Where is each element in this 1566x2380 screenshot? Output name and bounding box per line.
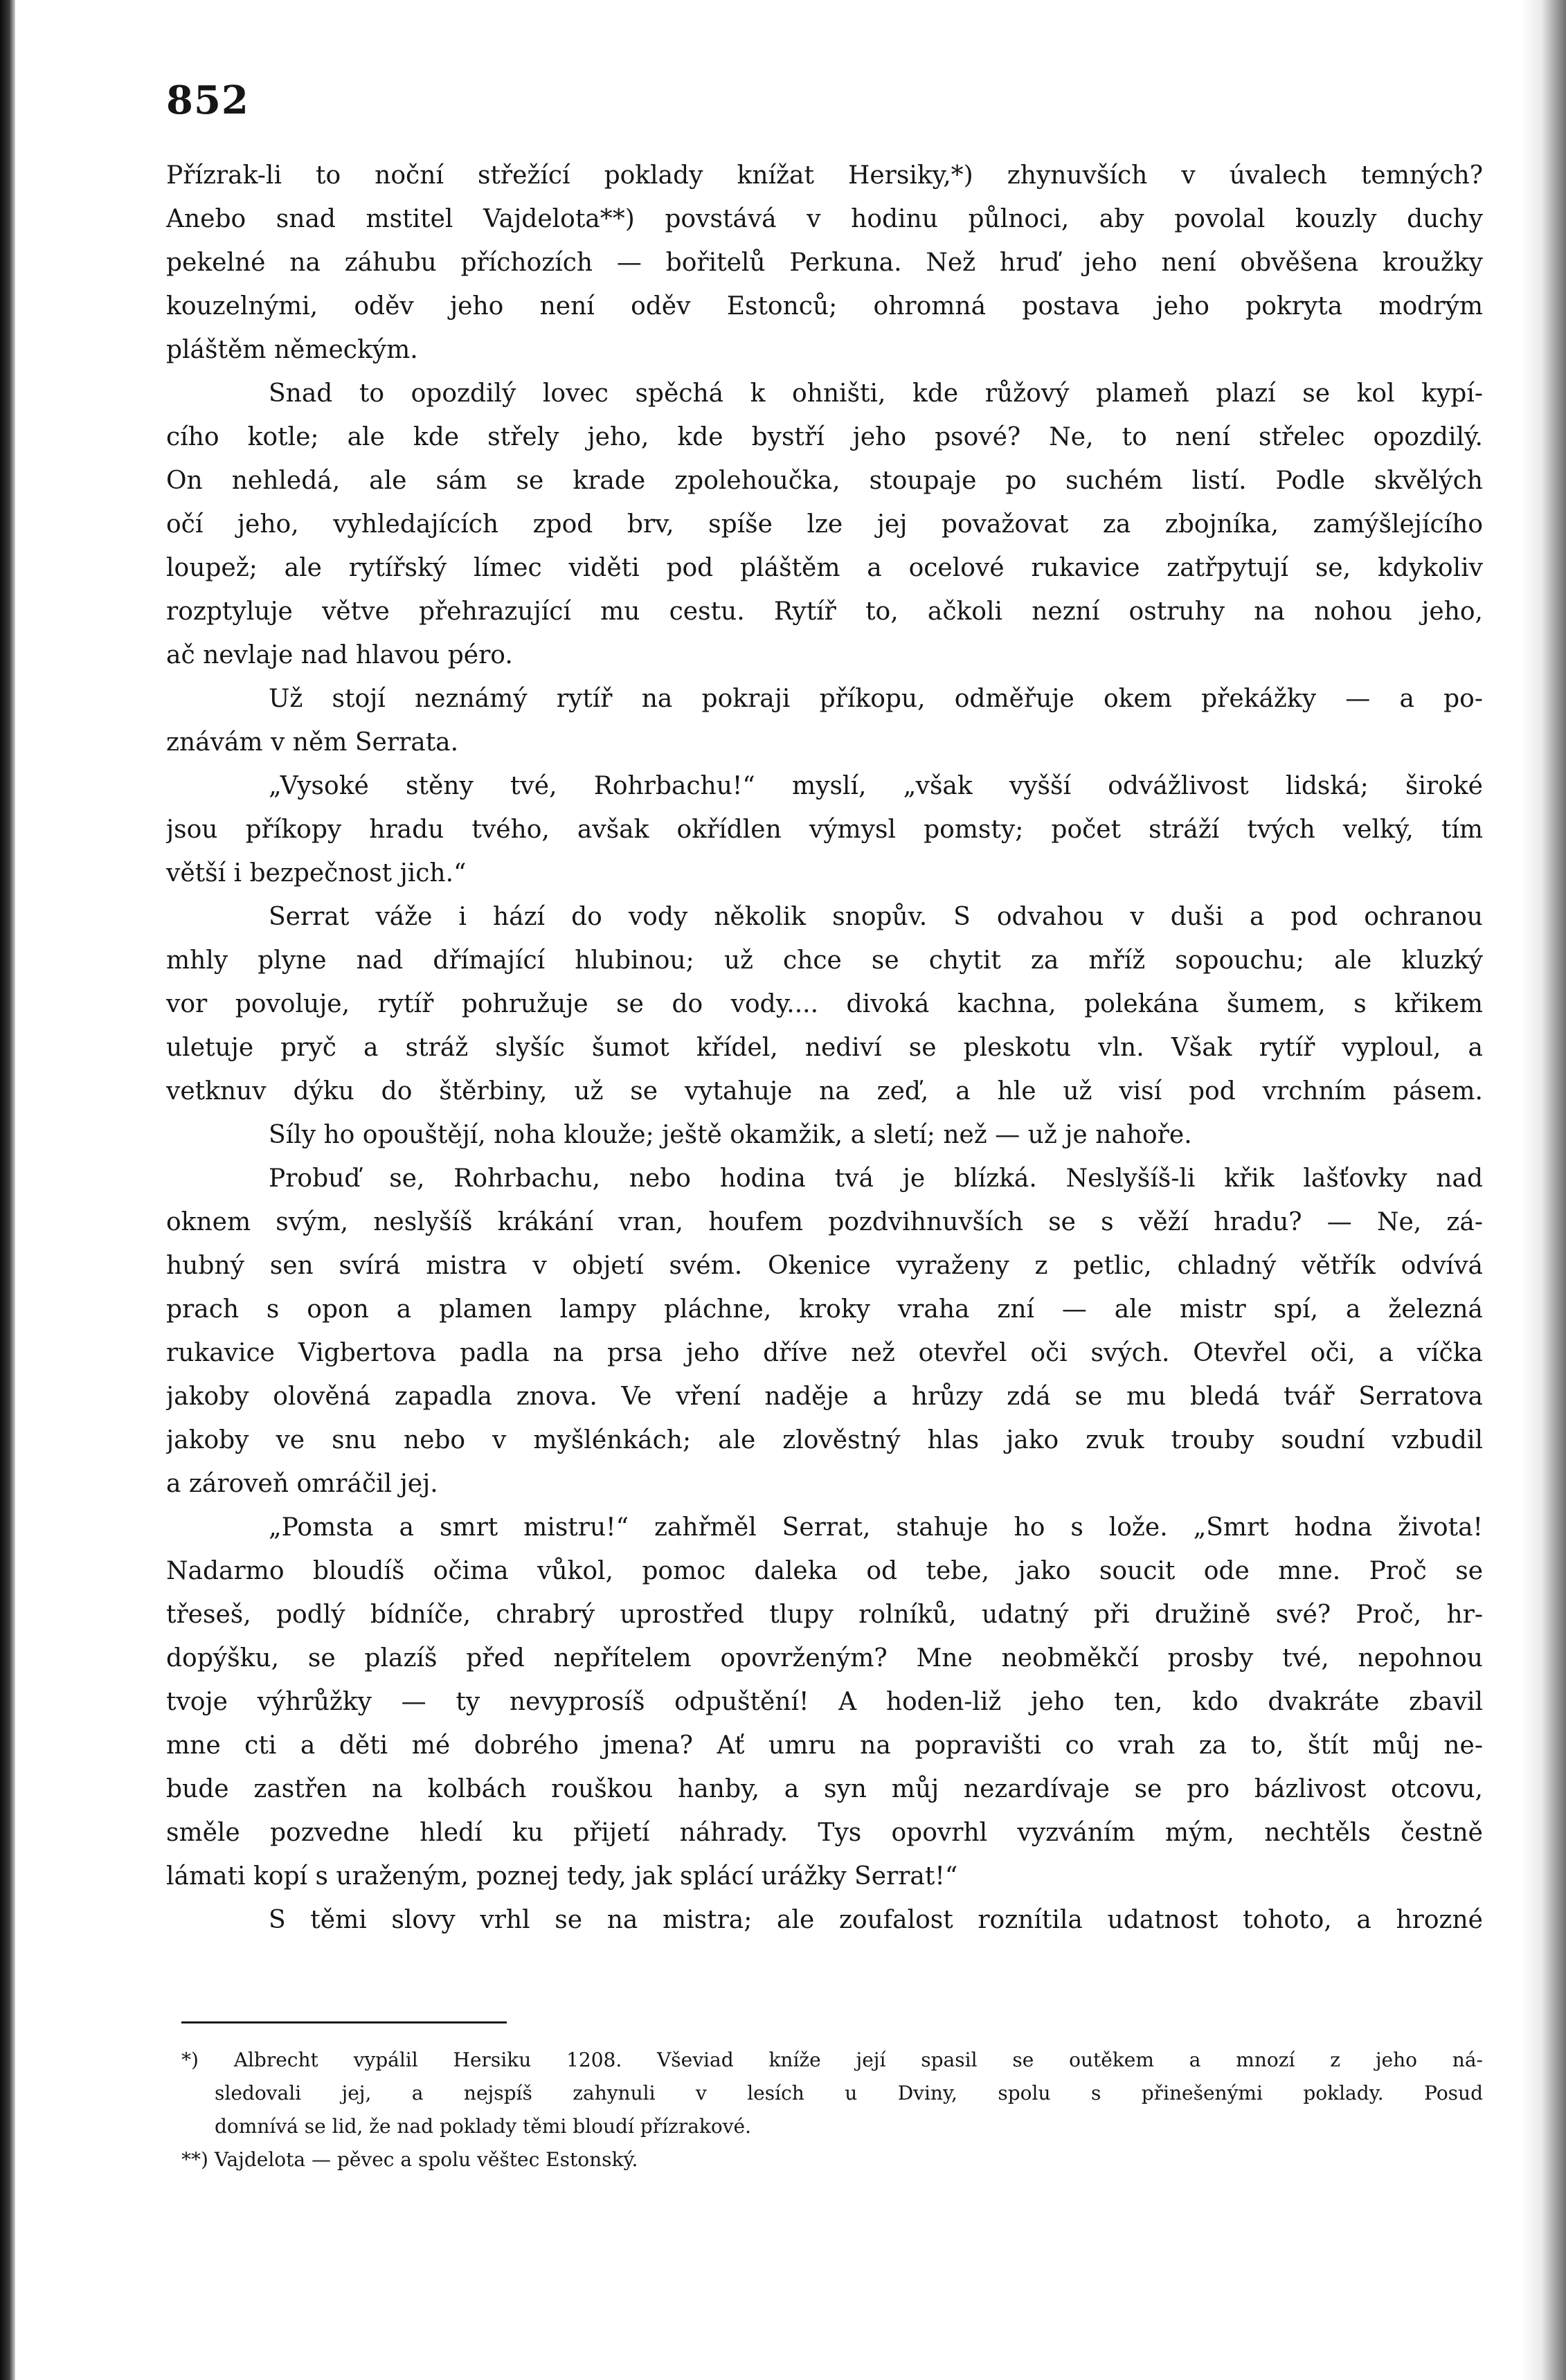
footnote-line: **) Vajdelota — pěvec a spolu věštec Estonský. — [181, 2148, 638, 2171]
text-line: vor povoluje, rytíř pohružuje se do vody.... divoká kachna, polekána šumem, s křikem — [166, 990, 1483, 1018]
text-line: dopýšku, se plazíš před nepřítelem opovrženým? Mne neobměkčí prosby tvé, nepohnou — [166, 1644, 1483, 1673]
text-line: znávám v něm Serrata. — [166, 728, 459, 757]
text-line: jakoby ve snu nebo v myšlénkách; ale zlověstný hlas jako zvuk trouby soudní vzbudil — [166, 1426, 1483, 1454]
text-line: lámati kopí s uraženým, poznej tedy, jak splácí urážky Serrat!“ — [166, 1862, 958, 1891]
body-text — [166, 154, 1483, 1942]
text-line: Přízrak-li to noční střežící poklady knížat Hersiky,*) zhynuvších v úvalech temných? — [166, 161, 1483, 190]
text-line: Už stojí neznámý rytíř na pokraji příkopu, odměřuje okem překážky — a po- — [269, 685, 1483, 713]
text-line: loupež; ale rytířský límec viděti pod pláštěm a ocelové rukavice zatřpytují se, kdykoliv — [166, 554, 1483, 582]
text-line: jsou příkopy hradu tvého, avšak okřídlen výmysl pomsty; počet stráží tvých velký, tím — [166, 815, 1483, 844]
text-line: a zároveň omráčil jej. — [166, 1470, 438, 1498]
footnote-line: sledovali jej, a nejspíš zahynuli v lesích u Dviny, spolu s přinešenými poklady. Posud — [215, 2082, 1483, 2104]
text-line: Probuď se, Rohrbachu, nebo hodina tvá je blízká. Neslyšíš-li křik lašťovky nad — [269, 1164, 1483, 1193]
text-line: Síly ho opouštějí, noha klouže; ještě okamžik, a sletí; než — už je nahoře. — [269, 1121, 1192, 1149]
text-line: pekelné na záhubu příchozích — bořitelů Perkuna. Než hruď jeho není obvěšena kroužky — [166, 249, 1483, 277]
text-line: rukavice Vigbertova padla na prsa jeho dříve než otevřel oči svých. Otevřel oči, a víčka — [166, 1339, 1483, 1367]
footnote-divider — [181, 2021, 507, 2023]
text-line: tvoje výhrůžky — ty nevyprosíš odpuštění! A hoden-liž jeho ten, kdo dvakráte zbavil — [166, 1688, 1483, 1716]
text-line: směle pozvedne hledí ku přijetí náhrady. Tys opovrhl vyzváním mým, nechtěls čestně — [166, 1819, 1483, 1847]
text-line: vetknuv dýku do štěrbiny, už se vytahuje na zeď, a hle už visí pod vrchním pásem. — [166, 1077, 1483, 1106]
text-line: pláštěm německým. — [166, 336, 418, 364]
scan-right-edge — [1522, 0, 1566, 2380]
text-line: prach s opon a plamen lampy pláchne, kroky vraha zní — ale mistr spí, a železná — [166, 1295, 1483, 1324]
text-line: On nehledá, ale sám se krade zpolehoučka, stoupaje po suchém listí. Podle skvělých — [166, 467, 1483, 495]
text-line: uletuje pryč a stráž slyšíc šumot křídel, nediví se pleskotu vln. Však rytíř vyploul, a — [166, 1034, 1483, 1062]
text-line: oknem svým, neslyšíš krákání vran, houfem pozdvihnuvších se s věží hradu? — Ne, zá- — [166, 1208, 1483, 1236]
text-line: ač nevlaje nad hlavou péro. — [166, 641, 513, 669]
text-line: Anebo snad mstitel Vajdelota**) povstává v hodinu půlnoci, aby povolal kouzly duchy — [166, 205, 1483, 233]
text-line: očí jeho, vyhledajících zpod brv, spíše lze jej považovat za zbojníka, zamýšlejícího — [166, 510, 1483, 539]
text-line: rozptyluje větve přehrazující mu cestu. Rytíř to, ačkoli nezní ostruhy na nohou jeho, — [166, 597, 1483, 626]
footnote-line: *) Albrecht vypálil Hersiku 1208. Vševiad kníže její spasil se outěkem a mnozí z jeho ná- — [181, 2048, 1483, 2071]
text-line: Nadarmo bloudíš očima vůkol, pomoc daleka od tebe, jako soucit ode mne. Proč se — [166, 1557, 1483, 1585]
text-line: jakoby olověná zapadla znova. Ve vření naděje a hrůzy zdá se mu bledá tvář Serratova — [166, 1382, 1483, 1411]
text-line: „Pomsta a smrt mistru!“ zahřměl Serrat, stahuje ho s lože. „Smrt hodna života! — [269, 1513, 1483, 1542]
text-line: kouzelnými, oděv jeho není oděv Estonců; ohromná postava jeho pokryta modrým — [166, 292, 1483, 321]
scan-left-edge — [0, 0, 15, 2380]
text-line: Serrat váže i hází do vody několik snopův. S odvahou v duši a pod ochranou — [269, 903, 1483, 931]
text-line: bude zastřen na kolbách rouškou hanby, a syn můj nezardívaje se pro bázlivost otcovu, — [166, 1775, 1483, 1803]
text-line: mne cti a děti mé dobrého jmena? Ať umru na popravišti co vrah za to, štít můj ne- — [166, 1731, 1483, 1760]
text-line: hubný sen svírá mistra v objetí svém. Okenice vyraženy z petlic, chladný větřík odvívá — [166, 1252, 1483, 1280]
text-line: mhly plyne nad dřímající hlubinou; už chce se chytit za mříž sopouchu; ale kluzký — [166, 946, 1483, 975]
text-line: „Vysoké stěny tvé, Rohrbachu!“ myslí, „však vyšší odvážlivost lidská; široké — [269, 772, 1483, 800]
text-line: S těmi slovy vrhl se na mistra; ale zoufalost roznítila udatnost tohoto, a hrozné — [269, 1906, 1483, 1934]
text-line: cího kotle; ale kde střely jeho, kde bystří jeho psové? Ne, to není střelec opozdilý. — [166, 423, 1483, 451]
footnote-line: domnívá se lid, že nad poklady těmi bloudí přízrakové. — [215, 2115, 752, 2138]
footnotes — [181, 2044, 1483, 2176]
text-line: Snad to opozdilý lovec spěchá k ohništi, kde růžový plameň plazí se kol kypí- — [269, 379, 1483, 408]
text-line: větší i bezpečnost jich.“ — [166, 859, 467, 887]
text-line: třeseš, podlý bídníče, chrabrý uprostřed tlupy rolníků, udatný při družině své? Proč, hr- — [166, 1601, 1483, 1629]
page-number: 852 — [166, 78, 249, 123]
